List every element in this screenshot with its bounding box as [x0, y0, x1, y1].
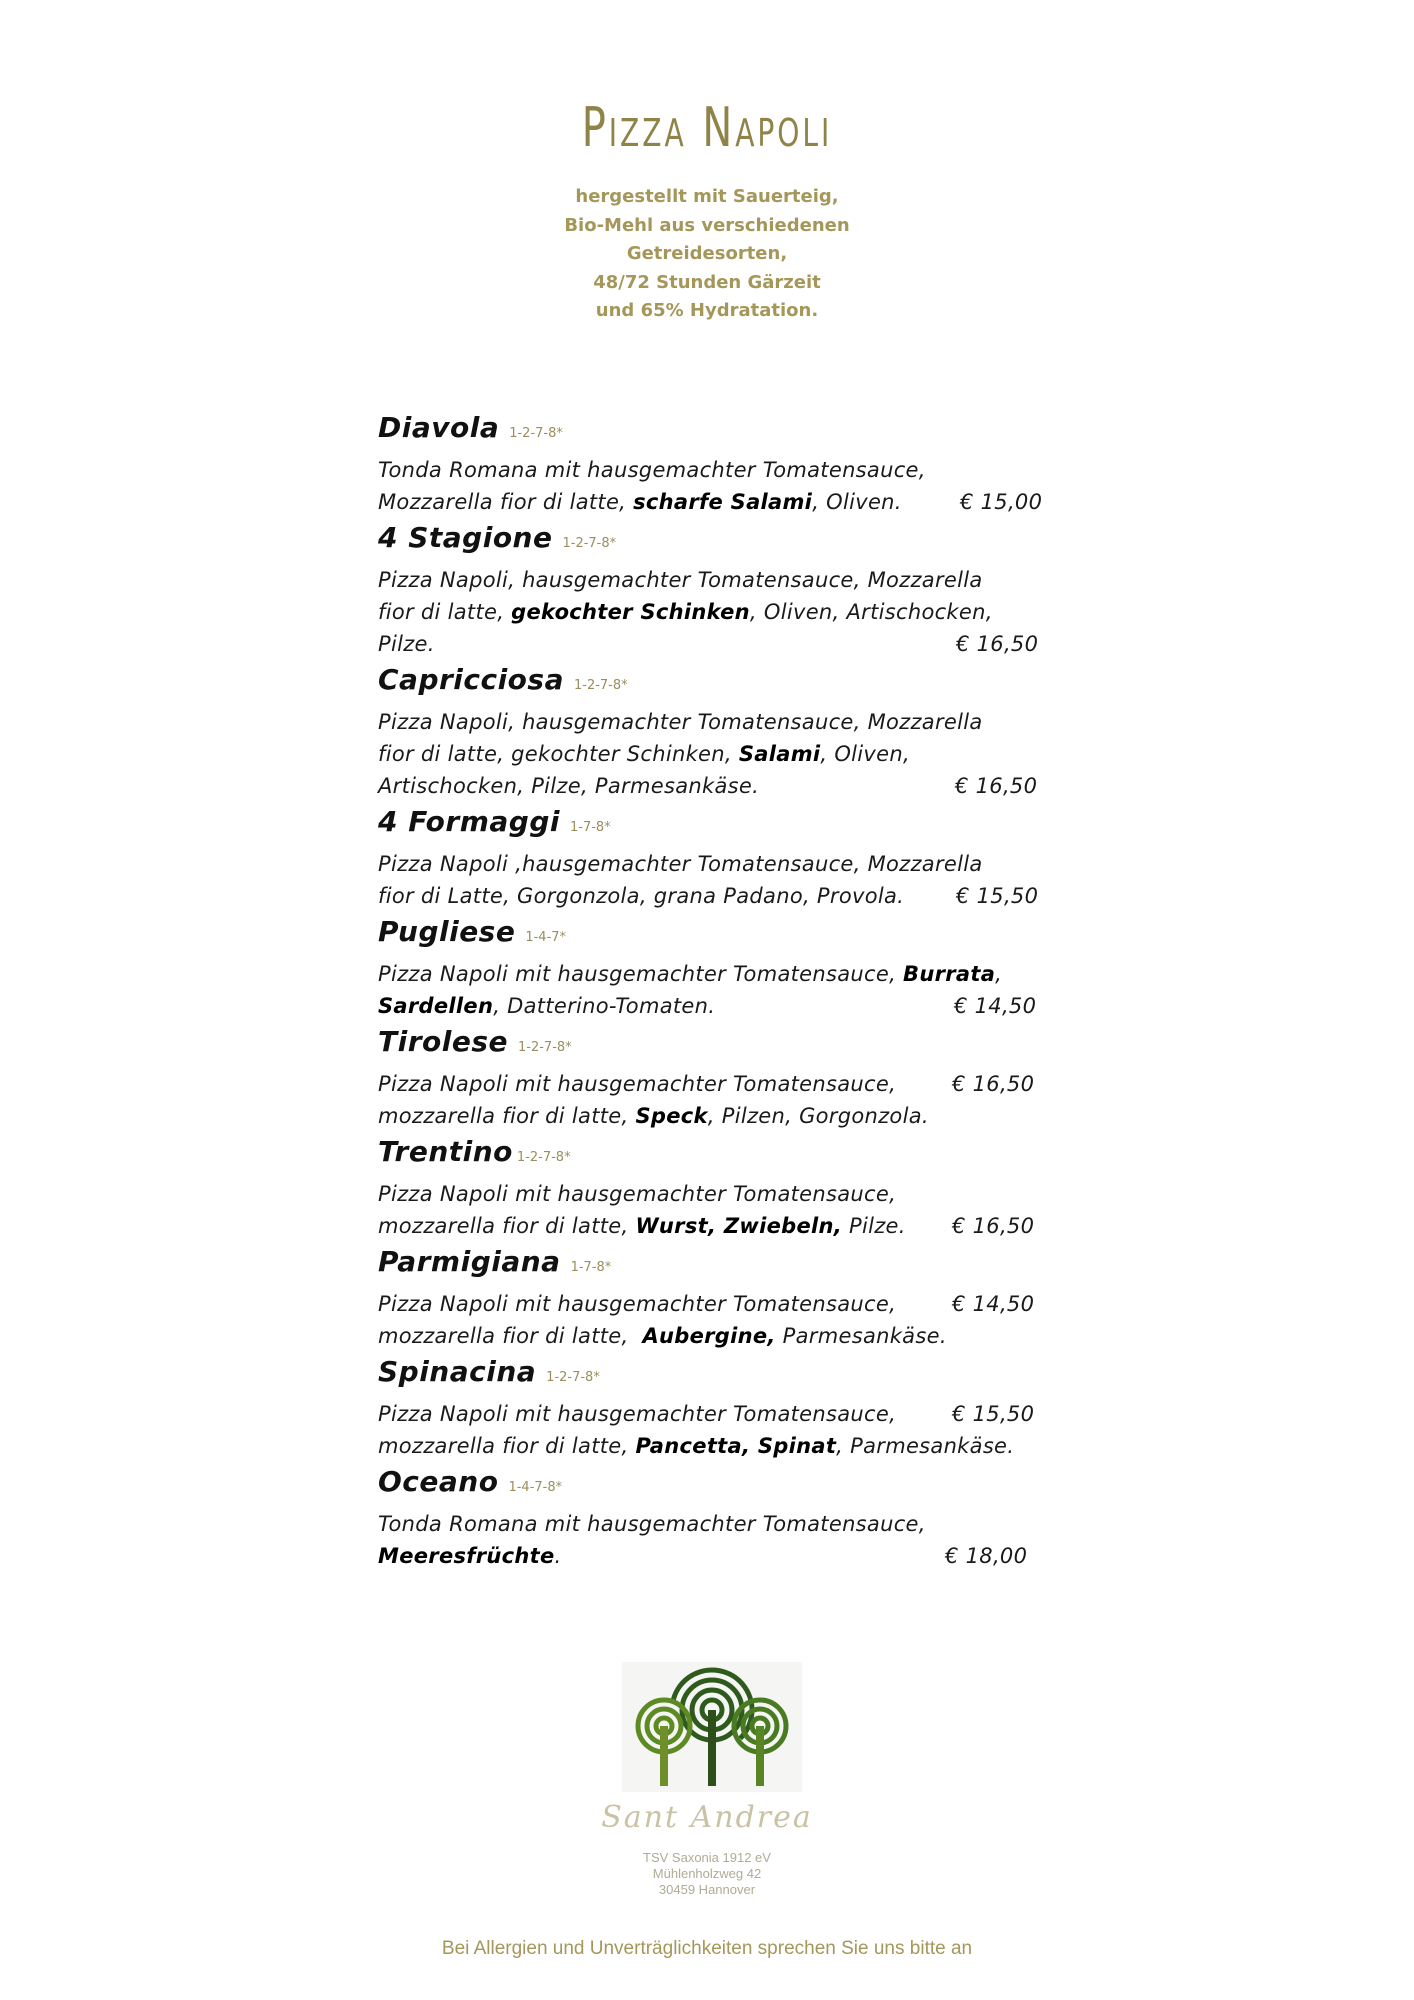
item-name: 4 Stagione — [378, 521, 553, 554]
allergen-codes: 1-7-8* — [570, 1260, 612, 1275]
item-price: € 15,00 — [960, 490, 1043, 514]
item-name: Diavola — [378, 411, 500, 444]
menu-item-spinacina — [378, 1352, 1058, 1462]
item-name: Spinacina — [378, 1355, 537, 1388]
item-description: Mozzarella fior di latte, scharfe Salami, Oliven. € 15,00 — [378, 486, 1058, 518]
tree-logo-icon — [622, 1662, 802, 1792]
address-line: Mühlenholzweg 42 — [652, 1866, 762, 1881]
item-description: mozzarella fior di latte, Speck, Pilzen, Gorgonzola. — [378, 1104, 929, 1128]
menu-item-capricciosa — [378, 660, 1058, 802]
page-title-wrap — [0, 96, 1414, 159]
item-price: € 16,50 — [952, 1072, 1035, 1096]
menu-item-tirolese — [378, 1022, 1058, 1132]
item-description: Pizza Napoli mit hausgemachter Tomatensauce, — [378, 1182, 897, 1206]
menu-item-4-formaggi — [378, 802, 1058, 912]
item-description: Pizza Napoli ,hausgemachter Tomatensauce, Mozzarella — [378, 852, 983, 876]
item-description: Pizza Napoli mit hausgemachter Tomatensauce, € 15,50 — [378, 1398, 1058, 1430]
allergen-codes: 1-2-7-8* — [518, 1040, 572, 1055]
item-name: 4 Formaggi — [378, 805, 560, 838]
allergen-codes: 1-2-7-8* — [562, 536, 617, 551]
item-name: Pugliese — [378, 915, 516, 948]
allergen-codes: 1-2-7-8* — [546, 1370, 600, 1385]
allergen-codes: 1-2-7-8* — [516, 1150, 571, 1165]
menu-item-trentino — [378, 1132, 1058, 1242]
item-price: € 18,00 — [945, 1544, 1028, 1568]
item-description: Tonda Romana mit hausgemachter Tomatensauce, — [378, 458, 926, 482]
item-price: € 14,50 — [954, 994, 1037, 1018]
address-block — [0, 1850, 1414, 1898]
menu-item-parmigiana — [378, 1242, 1058, 1352]
subtitle-line: Getreidesorten, — [626, 243, 788, 264]
item-description: Tonda Romana mit hausgemachter Tomatensauce, — [378, 1512, 926, 1536]
address-line: 30459 Hannover — [658, 1882, 756, 1897]
item-price: € 16,50 — [952, 1214, 1035, 1238]
item-description: Pizza Napoli, hausgemachter Tomatensauce, Mozzarella — [378, 710, 983, 734]
menu-item-4-stagione — [378, 518, 1058, 660]
item-price: € 14,50 — [952, 1292, 1035, 1316]
item-description: fior di Latte, Gorgonzola, grana Padano, Provola. € 15,50 — [378, 880, 1058, 912]
item-description: Pizza Napoli mit hausgemachter Tomatensauce, Burrata, — [378, 962, 1003, 986]
allergen-codes: 1-4-7* — [525, 930, 567, 945]
menu-item-pugliese — [378, 912, 1058, 1022]
item-name: Trentino — [378, 1135, 513, 1168]
item-name: Capricciosa — [378, 663, 564, 696]
item-price: € 16,50 — [955, 774, 1038, 798]
item-description: Pizza Napoli, hausgemachter Tomatensauce, Mozzarella — [378, 568, 983, 592]
item-description: fior di latte, gekochter Schinken, Oliven, Artischocken, — [378, 600, 993, 624]
item-description: fior di latte, gekochter Schinken, Salami, Oliven, — [378, 742, 910, 766]
subtitle — [0, 183, 1414, 326]
allergen-codes: 1-2-7-8* — [509, 426, 563, 441]
item-description: Pilze. € 16,50 — [378, 628, 1058, 660]
allergen-codes: 1-4-7-8* — [508, 1480, 563, 1495]
menu-item-oceano — [378, 1462, 1058, 1572]
item-price: € 15,50 — [956, 884, 1039, 908]
item-description: mozzarella fior di latte, Aubergine, Parmesankäse. — [378, 1324, 947, 1348]
menu-item-diavola — [378, 408, 1058, 518]
item-description: Sardellen, Datterino-Tomaten. € 14,50 — [378, 990, 1058, 1022]
item-name: Tirolese — [378, 1025, 508, 1058]
item-price: € 15,50 — [952, 1402, 1035, 1426]
item-description: Pizza Napoli mit hausgemachter Tomatensauce, € 16,50 — [378, 1068, 1058, 1100]
item-description: Artischocken, Pilze, Parmesankäse. € 16,50 — [378, 770, 1058, 802]
page-title: Pizza Napoli — [581, 96, 833, 159]
allergy-notice: Bei Allergien und Unverträglichkeiten sprechen Sie uns bitte an — [441, 1938, 973, 1959]
allergen-codes: 1-2-7-8* — [573, 678, 628, 693]
item-price: € 16,50 — [956, 632, 1039, 656]
subtitle-line: und 65% Hydratation. — [595, 300, 819, 321]
menu-list — [378, 408, 1058, 1572]
item-description: mozzarella fior di latte, Pancetta, Spinat, Parmesankäse. — [378, 1434, 1015, 1458]
script-brand-name: Sant Andrea — [601, 1800, 813, 1835]
subtitle-line: Bio-Mehl aus verschiedenen — [564, 214, 850, 236]
allergen-codes: 1-7-8* — [569, 820, 611, 835]
item-description: Pizza Napoli mit hausgemachter Tomatensauce, € 14,50 — [378, 1288, 1058, 1320]
address-line: TSV Saxonia 1912 eV — [643, 1850, 771, 1865]
item-name: Oceano — [378, 1465, 499, 1498]
subtitle-line: 48/72 Stunden Gärzeit — [593, 271, 821, 293]
item-description: mozzarella fior di latte, Wurst, Zwiebeln, Pilze. € 16,50 — [378, 1210, 1058, 1242]
item-name: Parmigiana — [378, 1245, 561, 1278]
item-description: Meeresfrüchte. € 18,00 — [378, 1540, 1058, 1572]
subtitle-line: hergestellt mit Sauerteig, — [575, 186, 839, 207]
